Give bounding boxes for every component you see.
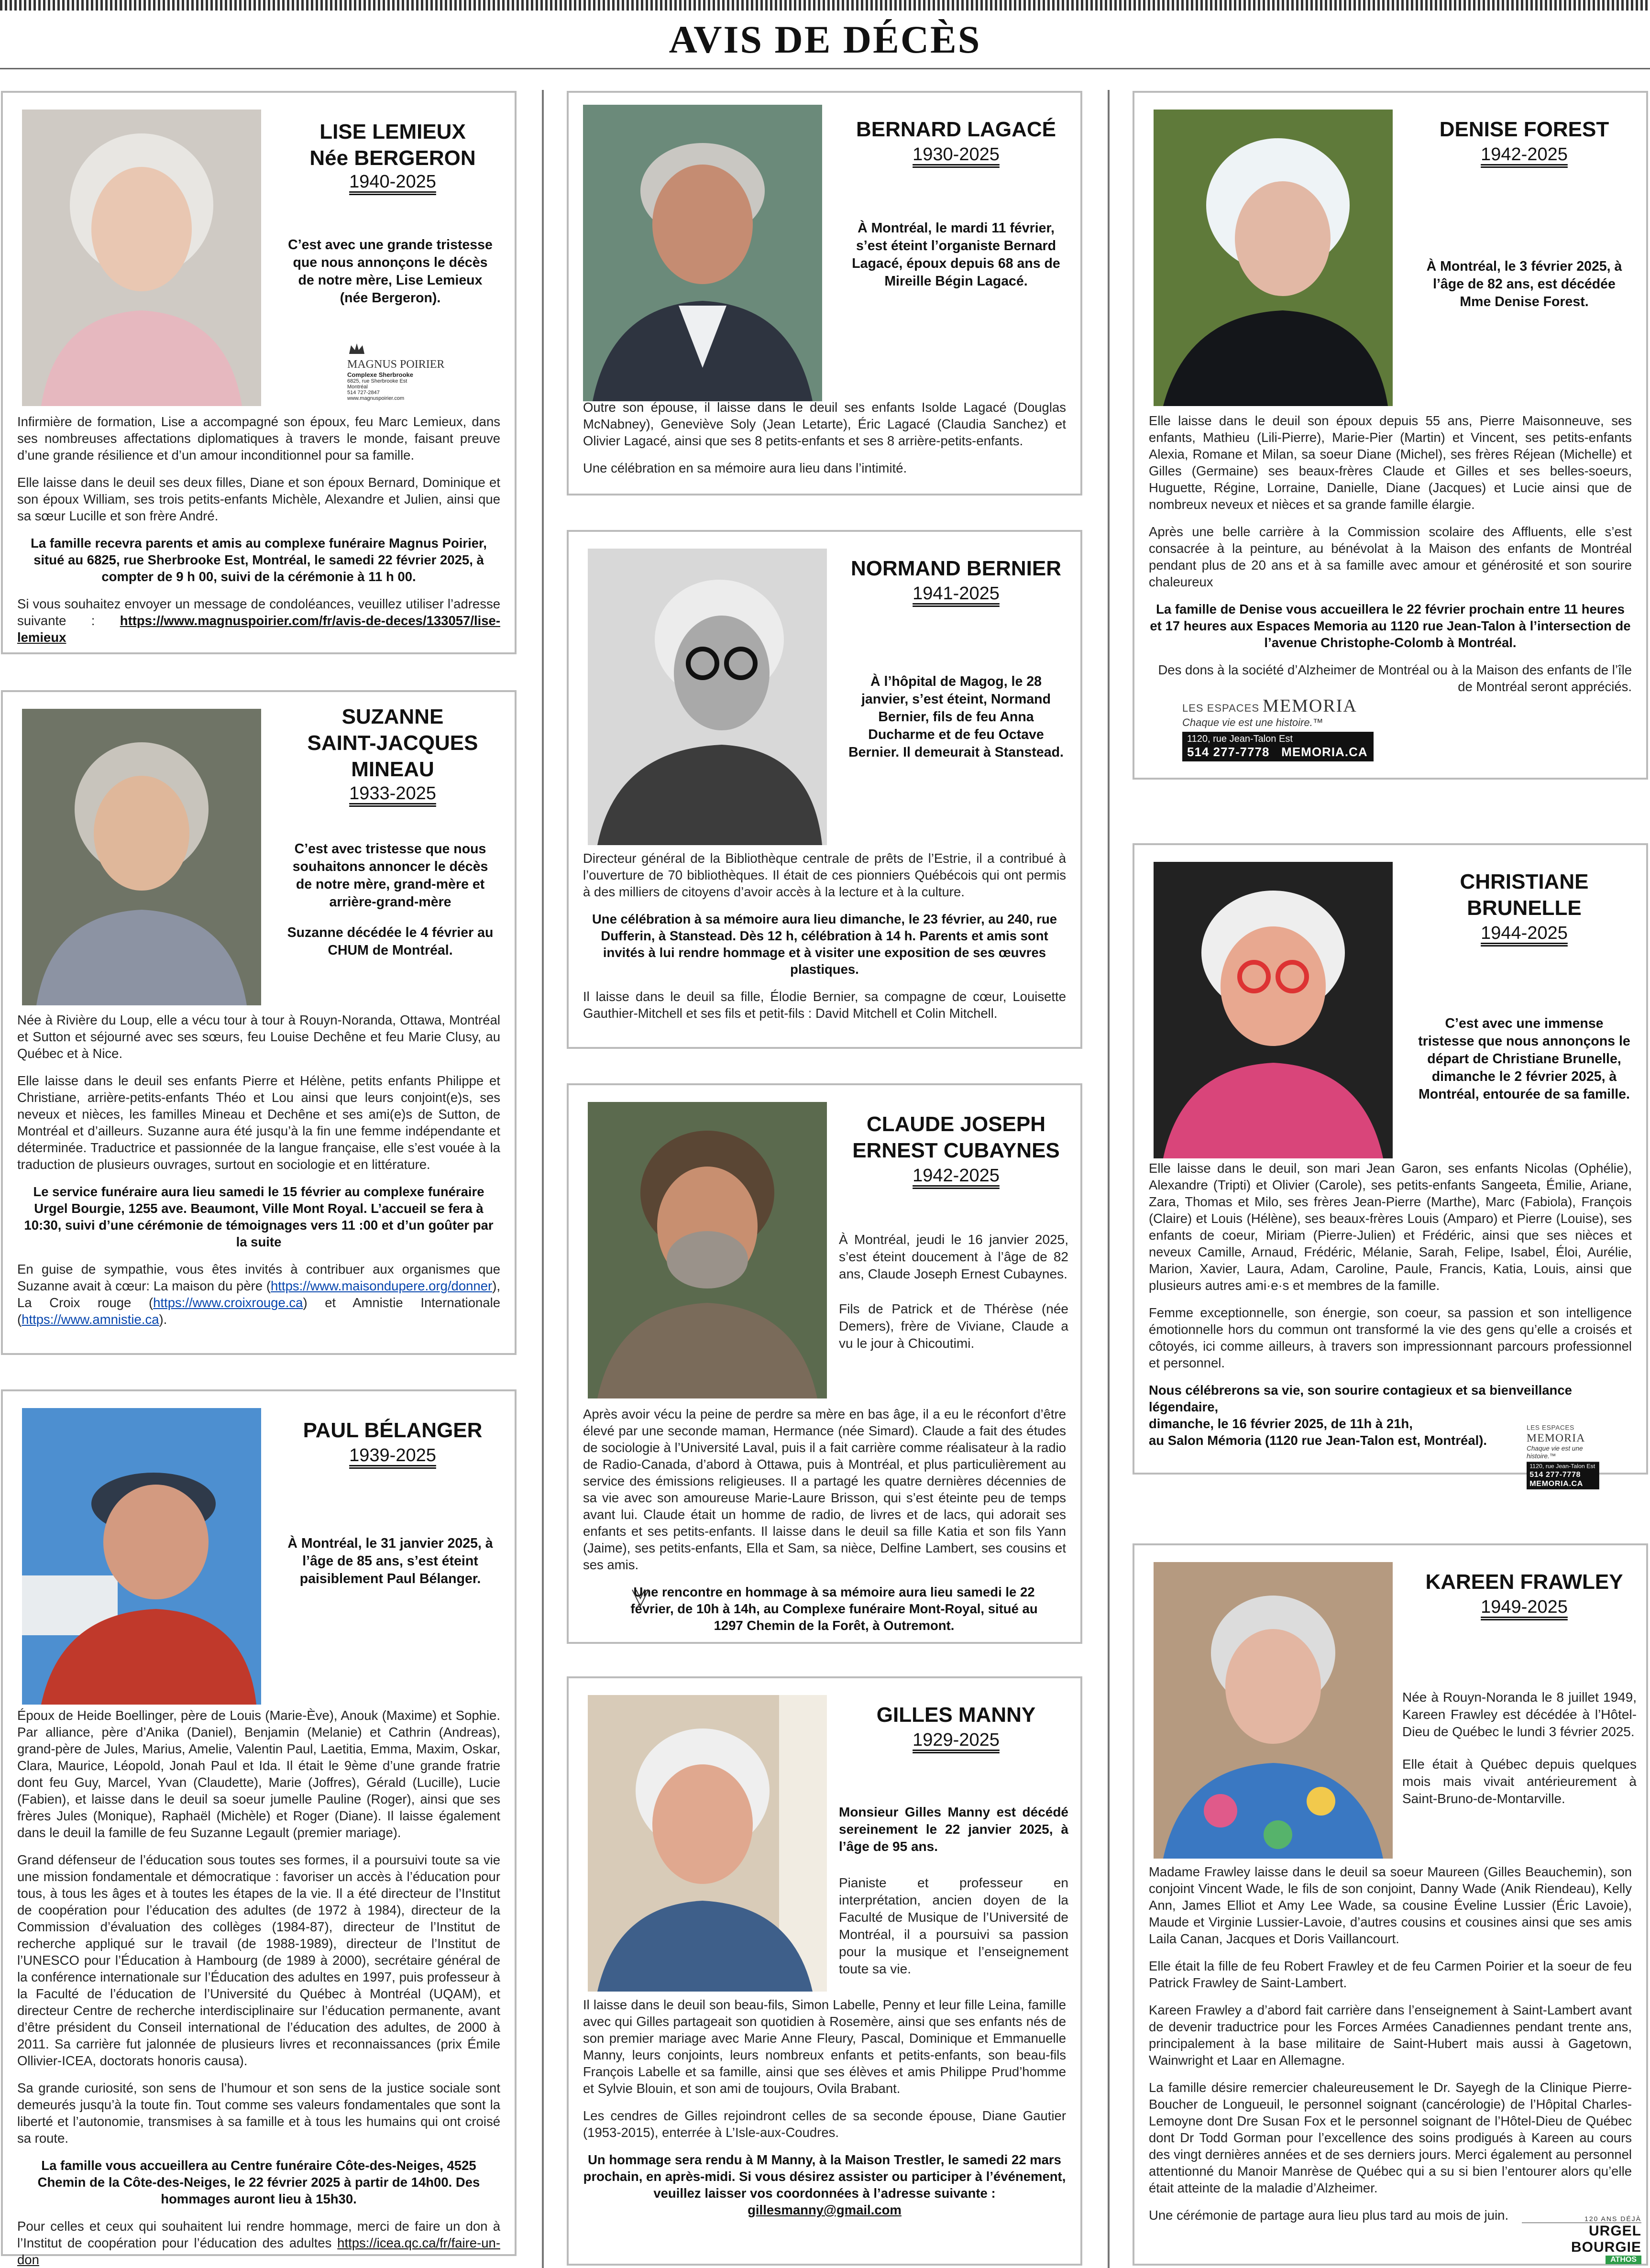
memoria-slogan: Chaque vie est une histoire.™ xyxy=(1527,1444,1583,1460)
memoria-address: 1120, rue Jean-Talon Est xyxy=(1187,734,1293,744)
logo-line: Montréal xyxy=(347,384,368,390)
logo-sub: ATHOS xyxy=(1606,2256,1641,2264)
contact-email-link[interactable]: gillesmanny@gmail.com xyxy=(748,2202,902,2217)
intro-text-2: Suzanne décédée le 4 février au CHUM de Montréal. xyxy=(287,925,494,958)
paragraph: Elle laisse dans le deuil ses enfants Pierre et Hélène, petits enfants Philippe et Christiane, arrière-petits-enfants Théo et Lou ainsi que leurs conjoint(e)s, ses neveux et nièces, les familles Mineau et Dechêne et ses ami(e)s de Sutton, de Montréal et d’ailleurs. Suzanne aura été jusqu’à la fin une femme indépendante et déterminée. Traductrice et passionnée de la langue française, elle s’est vouée à la traduction de plusieurs ouvrages, surtout en sociologie et en littérature. xyxy=(17,1073,500,1172)
deceased-name-2: SAINT-JACQUES xyxy=(307,731,478,755)
memoria-top-text: LES ESPACES xyxy=(1527,1424,1574,1431)
paragraph-donations: En guise de sympathie, vous êtes invités à contribuer aux organismes que Suzanne avait à cœur: La maison du père (https://www.maisondupere.org/donner), La Croix rouge (https://www.croixrouge.ca) et Amnistie Internationale (https://www.amnistie.ca). xyxy=(17,1262,500,1327)
life-dates: 1949-2025 xyxy=(1481,1597,1568,1617)
logo-brand: MAGNUS POIRIER xyxy=(347,358,445,371)
masthead-rule xyxy=(0,68,1650,69)
paragraph-service: Le service funéraire aura lieu samedi le 15 février au complexe funéraire Urgel Bourgie, 1255 ave. Beaumont, Ville Mont Royal. L’accueil se fera à 10:30, suivi d’une cérémonie de témoignages vers 11 :00 et d’un goûter par la suite xyxy=(24,1184,494,1249)
paragraph: Kareen Frawley a d’abord fait carrière dans l’enseignement à Saint-Lambert avant de devenir traductrice pour les Forces Armées Canadiennes pendant trente ans, principalement à la base militaire de Saint-Hubert mais aussi à Gagetown, Wainwright et Laar en Allemagne. xyxy=(1149,2003,1632,2068)
deceased-name: GILLES MANNY xyxy=(876,1703,1036,1727)
notice-body xyxy=(17,413,500,646)
life-dates: 1941-2025 xyxy=(913,584,1000,604)
paragraph: Elle laisse dans le deuil son époux depuis 55 ans, Pierre Maisonneuve, ses enfants, Mathieu (Lili-Pierre), Marie-Pier (Martin) et Vincent, ses petits-enfants Alexia, Romane et Milan, sa soeur Diane (Michel), ses frères Réjean (Michelle) et Gilles (Germaine) ses beaux-frères Claude et Gilles et ses belles-soeurs, Huguette, Régine, Lorraine, Danielle, Diane (Jacques) et Lucie ainsi que de nombreux neveux et nièces et sa grande famille élargie. xyxy=(1149,413,1632,512)
maiden-name: Née BERGERON xyxy=(309,146,476,170)
notice-body xyxy=(583,1406,1066,1634)
notice-denise-forest xyxy=(1133,91,1648,780)
notice-claude-joseph-ernest-cubaynes xyxy=(567,1083,1082,1644)
deceased-name: NORMAND BERNIER xyxy=(851,557,1061,580)
paragraph: La famille désire remercier chaleureusement le Dr. Sayegh de la Clinique Pierre-Boucher de Longueuil, le personnel soignant (cancérologie) de l’Hôpital Charles-Lemoyne dont Dre Susan Fox et le personnel soignant de l’Hôtel-Dieu de Québec dont Dr Todd Gorman pour l’excellence des soins prodigués à Kareen au cours des vingt dernières années et de ses derniers jours. Merci également au personnel attentionné du Manoir Manrèse de Québec qui a su si bien l’entourer alors qu’elle était atteinte de la maladie d’Alzheimer. xyxy=(1149,2080,1632,2195)
memoria-brand: MEMORIA xyxy=(1527,1431,1585,1444)
life-dates: 1929-2025 xyxy=(913,1730,1000,1750)
portrait-photo xyxy=(22,110,261,406)
deceased-name: CLAUDE JOSEPH xyxy=(866,1112,1046,1136)
deceased-name-3: MINEAU xyxy=(351,758,434,781)
portrait-photo xyxy=(588,1695,827,1992)
urgel-bourgie-logo xyxy=(1522,2215,1641,2264)
portrait-photo xyxy=(588,1102,827,1398)
funeral-home-logo-icon xyxy=(628,1585,652,1609)
crown-icon xyxy=(347,341,366,356)
paragraph-donations: Des dons à la société d’Alzheimer de Montréal ou à la Maison des enfants de l’île de Montréal seront appréciés. xyxy=(1158,662,1632,694)
portrait-photo xyxy=(583,105,822,401)
paragraph: Grand défenseur de l’éducation sous toutes ses formes, il a poursuivi toute sa vie une mission fondamentale et démocratique : favoriser un accès à l’éducation pour tous, à tous les âges et à toutes les étapes de la vie. Il a été directeur de l’Institut de coopération pour l’éducation des adultes (de 1972 à 1984), directeur de la Commission d’évaluation des collèges (1984-87), directeur de l’Institut de recherche appliqué sur le travail (de 1988-1989), directeur de l’Institut de l’UNESCO pour l’Éducation à Hambourg (de 1989 à 2000), secrétaire général de la conférence internationale sur l’Éducation des adultes en 1997, puis professeur à la Faculté de l’éducation de l’Université du Québec à Montréal (UQAM), et directeur Centre de recherche interdisciplinaire sur l’éducation permanente, avant d’être président du Conseil international de l’éducation des adultes, de 2000 à 2011. Sa carrière fut jalonnée de plusieurs livres et reconnaissances (prix Émile Ollivier-ICEA, doctorats honoris causa). xyxy=(17,1852,500,2068)
notice-gilles-manny xyxy=(567,1676,1082,2266)
intro-text: À Montréal, le mardi 11 février, s’est éteint l’organiste Bernard Lagacé, époux depuis 68 ans de Mireille Bégin Lagacé. xyxy=(852,220,1060,289)
notice-body xyxy=(17,1012,500,1328)
paragraph-reception: La famille vous accueillera au Centre funéraire Côte-des-Neiges, 4525 Chemin de la Côte-des-Neiges, le 22 février 2025 à partir de 14h00. Des hommages auront lieu à 15h30. xyxy=(37,2158,480,2206)
notice-body xyxy=(17,1707,500,2268)
life-dates: 1939-2025 xyxy=(349,1445,436,1465)
paragraph: Outre son épouse, il laisse dans le deuil ses enfants Isolde Lagacé (Douglas McNabney), Geneviève Soly (Jean Letarte), Éric Lagacé (Claudia Sanchez) et Olivier Lagacé, ainsi que ses 8 petits-enfants et ses 8 arrière-petits-enfants. xyxy=(583,400,1066,448)
condolences-link[interactable]: https://www.magnuspoirier.com/fr/avis-de-deces/133057/lise-lemieux xyxy=(17,613,500,645)
memoria-logo xyxy=(1182,695,1374,761)
memoria-contact-bar xyxy=(1182,732,1374,761)
memoria-contact-bar xyxy=(1527,1462,1599,1489)
paragraph: Elle laisse dans le deuil ses deux filles, Diane et son époux Bernard, Dominique et son époux William, ses trois petits-enfants Michèle, Alexandre et Julien, ainsi que sa sœur Lucille et son frère André. xyxy=(17,475,500,523)
paragraph: Sa grande curiosité, son sens de l’humour et son sens de la justice sociale sont demeurés jusqu’à la toute fin. Tout comme ses valeurs fondamentales que sont la liberté et l’autonomie, transmises à sa famille et à tous les humains qui ont croisé sa route. xyxy=(17,2081,500,2146)
notice-body xyxy=(1149,1160,1632,1449)
paragraph: Époux de Heide Boellinger, père de Louis (Marie-Ève), Anouk (Maxime) et Sophie. Par alliance, père d’Anika (Daniel), Benjamin (Melanie) et Cathrin (Andreas), grand-père de Jules, Marius, Amelie, Valentin Paul, Laetitia, Emma, Maxim, Oskar, Clara, Maurice, Léopold, Jonah Paul et Ida. Il était le 9ème d’une grande fratrie dont feu Guy, Marcel, Yvan (Claudette), Marie (Joffres), Gérald (Lucille), Lucie (Fabien), et laisse dans le deuil sa soeur jumelle Pauline (Roger), ainsi que ses frères Jules (Monique), Raphaël (Michèle) et Roger (Diane). Il laisse également dans le deuil la famille de feu Suzanne Legault (premier mariage). xyxy=(17,1708,500,1840)
portrait-photo xyxy=(588,549,827,845)
logo-tagline: 120 ANS DÉJÀ xyxy=(1522,2215,1641,2223)
paragraph-celebration: Une célébration à sa mémoire aura lieu dimanche, le 23 février, au 240, rue Dufferin, à Stanstead. Dès 12 h, célébration à 14 h. Parents et amis sont invités à lui rendre hommage et à visiter une exposition de ses œuvres plastiques. xyxy=(592,912,1057,977)
deceased-name: SUZANNE xyxy=(341,705,444,728)
column-divider-1 xyxy=(542,90,544,2268)
intro-text: Née à Rouyn-Noranda le 8 juillet 1949, Kareen Frawley est décédée à l’Hôtel-Dieu de Québec le lundi 3 février 2025. xyxy=(1402,1690,1637,1739)
logo-line: www.magnuspoirier.com xyxy=(347,396,405,401)
column-divider-2 xyxy=(1108,90,1110,2268)
paragraph: Une célébration en sa mémoire aura lieu dans l’intimité. xyxy=(583,461,907,475)
notice-kareen-frawley xyxy=(1133,1543,1648,2266)
paragraph: Madame Frawley laisse dans le deuil sa soeur Maureen (Gilles Beauchemin), son conjoint Vincent Wade, le fils de son conjoint, Danny Wade (Anik Riendeau), Kelly Ann, James Elliot et Amy Lee Wade, sa cousine Éveline Lussier (Éric Lavoie), Maude et Virginie Lussier-Lavoie, d’autres cousins et cousines ainsi que ses amis Laila Canan, Jacques et Doris Vaillancourt. xyxy=(1149,1864,1632,1946)
deceased-name-2: ERNEST CUBAYNES xyxy=(852,1139,1060,1162)
deceased-name: KAREEN FRAWLEY xyxy=(1425,1570,1623,1594)
deceased-name-2: BRUNELLE xyxy=(1467,896,1582,920)
life-dates: 1944-2025 xyxy=(1481,923,1568,943)
logo-brand: URGEL BOURGIE xyxy=(1571,2223,1641,2255)
notice-suzanne-saint-jacques-mineau xyxy=(1,690,517,1355)
intro-text: C’est avec une immense tristesse que nous annonçons le départ de Christiane Brunelle, dimanche le 2 février 2025, à Montréal, entourée de sa famille. xyxy=(1418,1016,1630,1102)
memoria-brand: MEMORIA xyxy=(1263,696,1357,716)
notice-bernard-lagace xyxy=(567,91,1082,495)
portrait-photo xyxy=(22,709,261,1005)
intro-text: À Montréal, jeudi le 16 janvier 2025, s’est éteint doucement à l’âge de 82 ans, Claude Joseph Ernest Cubaynes. xyxy=(839,1232,1068,1281)
notice-normand-bernier xyxy=(567,530,1082,1049)
donation-link-maison-du-pere[interactable]: https://www.maisondupere.org/donner xyxy=(271,1278,493,1293)
page-title: AVIS DE DÉCÈS xyxy=(669,18,981,61)
notice-christiane-brunelle xyxy=(1133,843,1648,1488)
logo-line: 514 727-2847 xyxy=(347,390,380,396)
intro-text: À l’hôpital de Magog, le 28 janvier, s’est éteint, Normand Bernier, fils de feu Anna Ducharme et de feu Octave Bernier. Il demeurait à Stanstead. xyxy=(848,674,1064,760)
intro-text: À Montréal, le 3 février 2025, à l’âge de 82 ans, est décédée Mme Denise Forest. xyxy=(1426,259,1622,309)
deceased-name: CHRISTIANE xyxy=(1460,870,1589,893)
donation-link-croix-rouge[interactable]: https://www.croixrouge.ca xyxy=(153,1295,303,1310)
donation-link[interactable]: https://icea.qc.ca/fr/faire-un-don xyxy=(17,2235,501,2267)
paragraph-donation: Pour celles et ceux qui souhaitent lui rendre hommage, merci de faire un don à l’Institut de coopération pour l’éducation des adultes https://icea.qc.ca/fr/faire-un-don xyxy=(17,2219,501,2267)
paragraph-reception: La famille recevra parents et amis au complexe funéraire Magnus Poirier, situé au 6825, rue Sherbrooke Est, Montréal, le samedi 22 février 2025, à compter de 9 h 00, suivi de la cérémonie à 11 h 00. xyxy=(31,536,487,584)
intro-text: C’est avec tristesse que nous souhaitons annoncer le décès de notre mère, grand-mère et arrière-grand-mère xyxy=(292,841,488,910)
portrait-photo xyxy=(22,1408,261,1705)
paragraph: Après une belle carrière à la Commission scolaire des Affluents, elle s’est consacrée à la peinture, au bénévolat à la Maison des enfants de Montréal pendant plus de 20 ans et à sa famille avec amour et générosité et son sourire chaleureux xyxy=(1149,524,1632,589)
memoria-site: MEMORIA.CA xyxy=(1281,745,1368,759)
memoria-top-text: LES ESPACES xyxy=(1182,702,1259,714)
paragraph: Il laisse dans le deuil sa fille, Élodie Bernier, sa compagne de cœur, Louisette Gauthier-Mitchell et ses fils et petit-fils : David Mitchell et Colin Mitchell. xyxy=(583,989,1066,1021)
intro-text: Monsieur Gilles Manny est décédé sereinement le 22 janvier 2025, à l’âge de 95 ans. xyxy=(839,1805,1068,1854)
notice-body xyxy=(1149,412,1632,695)
deceased-name: PAUL BÉLANGER xyxy=(303,1419,483,1442)
notice-body xyxy=(583,1996,1066,2218)
top-pattern-stripe xyxy=(0,0,1650,11)
paragraph-reception: La famille de Denise vous accueillera le 22 février prochain entre 11 heures et 17 heures aux Espaces Memoria au 1120 rue Jean-Talon à l’intersection de l’avenue Christophe-Colomb à Montréal. xyxy=(1150,602,1631,650)
memoria-site: MEMORIA.CA xyxy=(1529,1479,1584,1488)
paragraph: Née à Rivière du Loup, elle a vécu tour à tour à Rouyn-Noranda, Ottawa, Montréal et Sutton et séjourné avec ses sœurs, feu Louise Dechêne et feu Marie Clusy, au Québec et à Nice. xyxy=(17,1013,500,1061)
intro-text: C’est avec une grande tristesse que nous annonçons le décès de notre mère, Lise Lemieux (née Bergeron). xyxy=(288,237,493,306)
paragraph: Après avoir vécu la peine de perdre sa mère en bas âge, il a eu le réconfort d’être élevé par une seconde maman, Hermance (née Simard). Claude a fait des études de sociologie à l’Université Laval, puis il a fait carrière comme réalisateur à la radio de Radio-Canada, d’abord à Ottawa, puis à Montréal, et plus particulièrement au service des émissions religieuses. Il a partagé les quatre dernières décennies de sa vie avec son amoureuse Marie-Laure Brisson, qui s’est éteinte peu de temps avant lui. Claude était un homme de radio, de livres et de lacs, qui adorait ses enfants et ses petits-enfants. Il laisse dans le deuil sa fille Katia et son fils Yann (Jaime), ses petits-enfants, Ella et Sam, sa nièce, Delfine Lambert, ses cousins et ses amis. xyxy=(583,1407,1066,1572)
memoria-slogan: Chaque vie est une histoire.™ xyxy=(1182,716,1323,728)
deceased-name: LISE LEMIEUX xyxy=(319,120,466,143)
portrait-photo xyxy=(1154,110,1393,406)
paragraph-tribute: Une rencontre en hommage à sa mémoire aura lieu samedi le 22 février, de 10h à 14h, au Complexe funéraire Mont-Royal, situé au 1297 Chemin de la Forêt, à Outremont. xyxy=(630,1585,1038,1633)
life-dates: 1942-2025 xyxy=(1481,144,1568,165)
intro-text: À Montréal, le 31 janvier 2025, à l’âge de 85 ans, s’est éteint paisiblement Paul Bélanger. xyxy=(287,1536,493,1586)
logo-line: Complexe Sherbrooke xyxy=(347,371,413,378)
portrait-photo xyxy=(1154,1562,1393,1859)
portrait-photo xyxy=(1154,862,1393,1158)
intro-text-2: Elle était à Québec depuis quelques mois mais vivait antérieurement à Saint-Bruno-de-Montarville. xyxy=(1402,1757,1637,1806)
logo-line: 6825, rue Sherbrooke Est xyxy=(347,378,407,384)
notice-paul-belanger xyxy=(1,1389,517,2267)
paragraph: Infirmière de formation, Lise a accompagné son époux, feu Marc Lemieux, dans ses nombreuses affectations diplomatiques à travers le monde, faisant preuve d’une grande résilience et d’un amour inconditionnel pour sa famille. xyxy=(17,414,500,462)
paragraph-tribute: Un hommage sera rendu à M Manny, à la Maison Trestler, le samedi 22 mars prochain, en après-midi. Si vous désirez assister ou participer à l’événement, veuillez laisser vos coordonnées à l’adresse suivante : gillesmanny@gmail.com xyxy=(583,2152,1066,2217)
paragraph: Une cérémonie de partage aura lieu plus tard au mois de juin. xyxy=(1149,2208,1509,2223)
notice-lise-lemieux xyxy=(1,91,517,654)
life-dates: 1940-2025 xyxy=(349,172,436,192)
life-dates: 1933-2025 xyxy=(349,783,436,804)
donation-link-amnistie[interactable]: https://www.amnistie.ca xyxy=(22,1312,159,1327)
life-dates: 1942-2025 xyxy=(913,1166,1000,1186)
memoria-logo-small xyxy=(1527,1424,1599,1489)
paragraph: Elle était la fille de feu Robert Frawley et de feu Carmen Poirier et la soeur de feu Patrick Frawley de Saint-Lambert. xyxy=(1149,1959,1632,1990)
notice-body xyxy=(583,850,1066,1022)
memoria-phone: 514 277-7778 xyxy=(1529,1470,1581,1479)
paragraph: Il laisse dans le deuil son beau-fils, Simon Labelle, Penny et leur fille Leina, famille avec qui Gilles partageait son quotidien à Rosemère, ainsi que ses enfants nés de son premier mariage avec Marie Anne Fleury, Pascal, Dominique et Emmanuelle Manny, leurs conjoints, leurs nombreux enfants et petits-enfants, son beau-fils François Labelle et sa famille, ainsi que ses élèves et amis Philippe Prud’homme et Sylvie Blouin, et son ami de toujours, Ovila Brabant. xyxy=(583,1997,1066,2096)
paragraph: Elle laisse dans le deuil, son mari Jean Garon, ses enfants Nicolas (Ophélie), Alexandre (Tripti) et Olivier (Carole), ses petits-enfants Sangeeta, Émilie, Ariane, Zara, Thomas et Milo, ses frères Jean-Pierre (Marthe), Marc (Fabiola), François (Claire) et Louis (Hélène), ses beaux-frères Louis (Amparo) et Pierre (Louise), ses enfants de coeur, Miriam (Pierre-Julien) et Frédéric, ainsi que ses nièces et neveux Camille, Arnaud, Frédéric, Mélanie, Sarah, Felipe, Isabel, Éloi, Aurélie, Marion, Xavier, Laura, Adam, Caroline, Paule, Francis, Katia, Louis, ainsi que plusieurs autres ami·e·s et membres de la famille. xyxy=(1149,1161,1632,1293)
paragraph: Directeur général de la Bibliothèque centrale de prêts de l’Estrie, il a contribué à l’ouverture de 70 bibliothèques. Il était de ces pionniers Québécois qui ont permis à des milliers de citoyens d’avoir accès à la lecture et à la culture. xyxy=(583,851,1066,899)
memoria-phone: 514 277-7778 xyxy=(1187,745,1270,759)
intro-text-2: Fils de Patrick et de Thérèse (née Demers), frère de Viviane, Claude a vu le jour à Chicoutimi. xyxy=(839,1301,1068,1351)
notice-body xyxy=(583,399,1066,476)
life-dates: 1930-2025 xyxy=(913,144,1000,165)
notice-body xyxy=(1149,1863,1632,2224)
paragraph: Les cendres de Gilles rejoindront celles de sa seconde épouse, Diane Gautier (1953-2015), enterrée à L’Isle-aux-Coudres. xyxy=(583,2108,1066,2140)
deceased-name: BERNARD LAGACÉ xyxy=(856,118,1056,141)
intro-text-2: Pianiste et professeur en interprétation, ancien doyen de la Faculté de Musique de l’Université de Montréal, il a poursuivi sa passion pour la musique et l’enseignement toute sa vie. xyxy=(839,1875,1068,1976)
paragraph: Si vous souhaitez envoyer un message de condoléances, veuillez utiliser l’adresse suivante : https://www.magnuspoirier.com/fr/avis-de-deces/133057/lise-lemieux xyxy=(17,596,500,645)
memoria-address: 1120, rue Jean-Talon Est xyxy=(1529,1463,1595,1470)
funeral-home-logo xyxy=(347,341,452,399)
paragraph: Femme exceptionnelle, son énergie, son coeur, sa passion et son intelligence émotionnelle hors du commun ont transformé la vie des gens qu’elle a croisés et côtoyés, ici comme ailleurs, à travers son impressionnant parcours professionnel et personnel. xyxy=(1149,1305,1632,1370)
deceased-name: DENISE FOREST xyxy=(1439,118,1609,141)
paragraph-celebration: Nous célébrerons sa vie, son sourire contagieux et sa bienveillance légendaire, dimanche, le 16 février 2025, de 11h à 21h, au Salon Mémoria (1120 rue Jean-Talon est, Montréal). xyxy=(1149,1383,1572,1448)
